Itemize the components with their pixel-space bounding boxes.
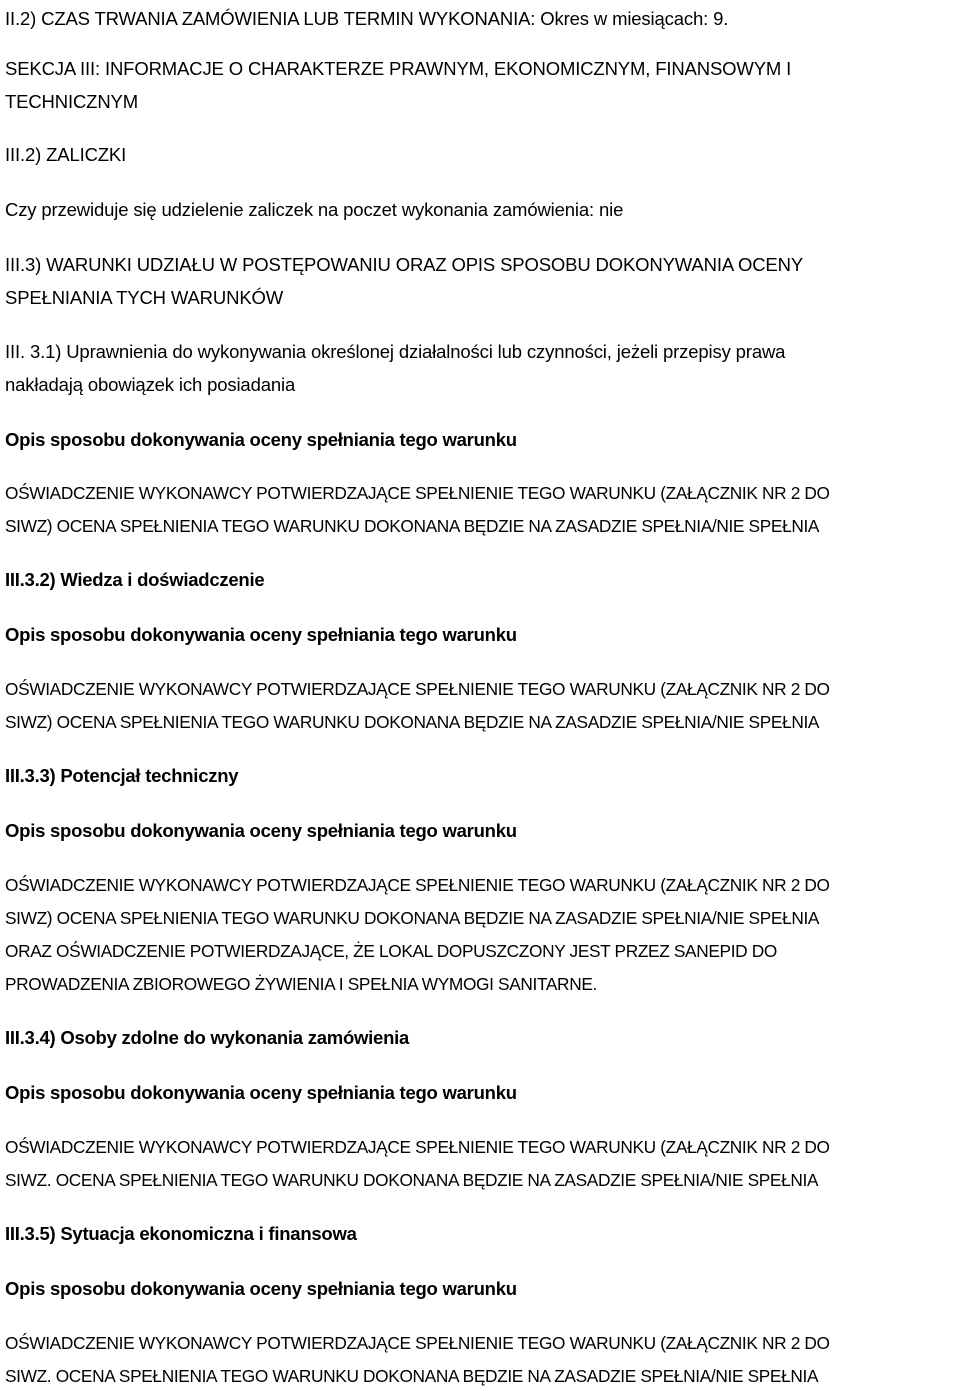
assessment-label: Opis sposobu dokonywania oceny spełniania tego warunku — [5, 1278, 517, 1299]
assessment-statement: ORAZ OŚWIADCZENIE POTWIERDZAJĄCE, ŻE LOKAL DOPUSZCZONY JEST PRZEZ SANEPID DO — [5, 941, 777, 961]
assessment-label: Opis sposobu dokonywania oceny spełniania tego warunku — [5, 429, 517, 450]
assessment-statement: OŚWIADCZENIE WYKONAWCY POTWIERDZAJĄCE SPEŁNIENIE TEGO WARUNKU (ZAŁĄCZNIK NR 2 DO — [5, 679, 830, 699]
section-heading-section-iii-cont: TECHNICZNYM — [5, 91, 138, 112]
assessment-statement: OŚWIADCZENIE WYKONAWCY POTWIERDZAJĄCE SPEŁNIENIE TEGO WARUNKU (ZAŁĄCZNIK NR 2 DO — [5, 1137, 830, 1157]
condition-heading-licenses-cont: nakładają obowiązek ich posiadania — [5, 374, 296, 395]
assessment-label: Opis sposobu dokonywania oceny spełniania tego warunku — [5, 624, 517, 645]
condition-heading-financial: III.3.5) Sytuacja ekonomiczna i finansowa — [5, 1223, 357, 1244]
assessment-statement: OŚWIADCZENIE WYKONAWCY POTWIERDZAJĄCE SPEŁNIENIE TEGO WARUNKU (ZAŁĄCZNIK NR 2 DO — [5, 875, 830, 895]
assessment-statement: OŚWIADCZENIE WYKONAWCY POTWIERDZAJĄCE SPEŁNIENIE TEGO WARUNKU (ZAŁĄCZNIK NR 2 DO — [5, 1333, 830, 1353]
assessment-statement: OŚWIADCZENIE WYKONAWCY POTWIERDZAJĄCE SPEŁNIENIE TEGO WARUNKU (ZAŁĄCZNIK NR 2 DO — [5, 483, 830, 503]
condition-heading-licenses: III. 3.1) Uprawnienia do wykonywania określonej działalności lub czynności, jeżeli przepisy prawa — [5, 341, 786, 362]
assessment-label: Opis sposobu dokonywania oceny spełniania tego warunku — [5, 1082, 517, 1103]
assessment-statement: SIWZ. OCENA SPEŁNIENIA TEGO WARUNKU DOKONANA BĘDZIE NA ZASADZIE SPEŁNIA/NIE SPEŁNIA — [5, 1170, 819, 1190]
assessment-statement: SIWZ) OCENA SPEŁNIENIA TEGO WARUNKU DOKONANA BĘDZIE NA ZASADZIE SPEŁNIA/NIE SPEŁNIA — [5, 516, 820, 536]
subsection-heading-advances: III.2) ZALICZKI — [5, 144, 127, 165]
assessment-statement: PROWADZENIA ZBIOROWEGO ŻYWIENIA I SPEŁNIA WYMOGI SANITARNE. — [5, 974, 597, 994]
assessment-statement: SIWZ) OCENA SPEŁNIENIA TEGO WARUNKU DOKONANA BĘDZIE NA ZASADZIE SPEŁNIA/NIE SPEŁNIA — [5, 712, 820, 732]
subsection-heading-conditions-cont: SPEŁNIANIA TYCH WARUNKÓW — [5, 287, 284, 308]
condition-heading-technical: III.3.3) Potencjał techniczny — [5, 765, 239, 786]
section-heading-section-iii: SEKCJA III: INFORMACJE O CHARAKTERZE PRAWNYM, EKONOMICZNYM, FINANSOWYM I — [5, 58, 792, 79]
advances-question: Czy przewiduje się udzielenie zaliczek na poczet wykonania zamówienia: nie — [5, 199, 624, 220]
assessment-statement: SIWZ. OCENA SPEŁNIENIA TEGO WARUNKU DOKONANA BĘDZIE NA ZASADZIE SPEŁNIA/NIE SPEŁNIA — [5, 1366, 819, 1386]
condition-heading-personnel: III.3.4) Osoby zdolne do wykonania zamówienia — [5, 1027, 410, 1048]
assessment-statement: SIWZ) OCENA SPEŁNIENIA TEGO WARUNKU DOKONANA BĘDZIE NA ZASADZIE SPEŁNIA/NIE SPEŁNIA — [5, 908, 820, 928]
assessment-label: Opis sposobu dokonywania oceny spełniania tego warunku — [5, 820, 517, 841]
condition-heading-knowledge: III.3.2) Wiedza i doświadczenie — [5, 569, 265, 590]
section-heading-duration: II.2) CZAS TRWANIA ZAMÓWIENIA LUB TERMIN WYKONANIA: Okres w miesiącach: 9. — [5, 8, 729, 29]
subsection-heading-conditions: III.3) WARUNKI UDZIAŁU W POSTĘPOWANIU ORAZ OPIS SPOSOBU DOKONYWANIA OCENY — [5, 254, 804, 275]
